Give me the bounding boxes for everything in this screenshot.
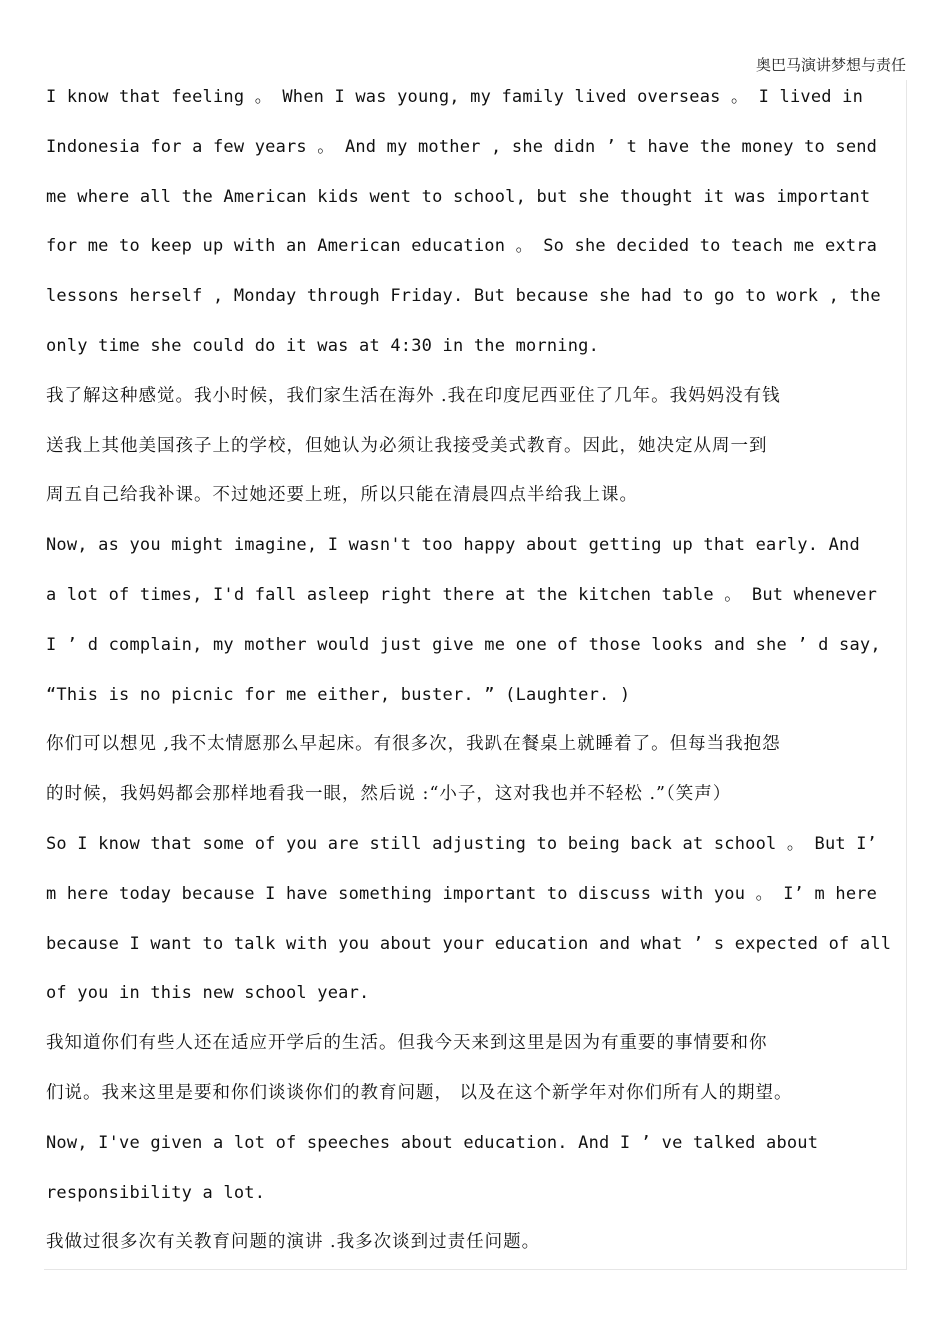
text-line: Now, as you might imagine, I wasn't too happy about getting up that early. And	[46, 535, 860, 556]
text-line-translation: 我知道你们有些人还在适应开学后的生活。但我今天来到这里是因为有重要的事情要和你	[46, 1033, 768, 1054]
text-line: only time she could do it was at 4:30 in the morning.	[46, 335, 600, 356]
text-line: responsibility a lot.	[46, 1182, 266, 1203]
text-line-translation: 你们可以想见 ,我不太情愿那么早起床。有很多次，我趴在餐桌上就睡着了。但每当我抱怨	[46, 734, 781, 755]
text-line: a lot of times, I'd fall asleep right there at the kitchen table 。 But whenever	[46, 584, 878, 605]
text-line-translation: 的时候，我妈妈都会那样地看我一眼，然后说 :“小子，这对我也并不轻松 .”（笑声）	[46, 784, 732, 805]
text-line-translation: 周五自己给我补课。不过她还要上班，所以只能在清晨四点半给我上课。	[46, 485, 638, 506]
text-line: I know that feeling 。 When I was young, my family lived overseas 。 I lived in	[46, 87, 864, 107]
text-line: because I want to talk with you about your education and what ’ s expected of all	[46, 933, 892, 954]
body-text	[46, 73, 906, 1268]
text-line: Now, I've given a lot of speeches about education. And I ’ ve talked about	[46, 1132, 819, 1153]
text-line: I ’ d complain, my mother would just give me one of those looks and she ’ d say,	[46, 634, 881, 655]
text-line-translation: 送我上其他美国孩子上的学校，但她认为必须让我接受美式教育。因此，她决定从周一到	[46, 435, 768, 456]
running-header: 奥巴马演讲梦想与责任	[755, 56, 906, 74]
text-line-translation: 我做过很多次有关教育问题的演讲 .我多次谈到过责任问题。	[46, 1232, 541, 1253]
text-line: Indonesia for a few years 。 And my mother , she didn ’ t have the money to send	[46, 136, 878, 157]
text-line-translation: 我了解这种感觉。我小时候，我们家生活在海外 .我在印度尼西亚住了几年。我妈妈没有钱	[46, 385, 781, 406]
page-frame-edge	[44, 1269, 907, 1270]
text-line: me where all the American kids went to school, but she thought it was important	[46, 186, 871, 207]
text-line: of you in this new school year.	[46, 983, 370, 1004]
text-line: So I know that some of you are still adjusting to being back at school 。 But I’	[46, 833, 878, 854]
page-frame-edge	[906, 80, 907, 1270]
text-line-translation: 们说。我来这里是要和你们谈谈你们的教育问题， 以及在这个新学年对你们所有人的期望。	[46, 1082, 793, 1103]
text-line: for me to keep up with an American education 。 So she decided to teach me extra	[46, 236, 878, 257]
text-line: m here today because I have something important to discuss with you 。 I’ m here	[46, 883, 878, 904]
text-line: lessons herself , Monday through Friday. But because she had to go to work , the	[46, 286, 881, 307]
text-line: “This is no picnic for me either, buster. ” (Laughter. )	[46, 684, 631, 705]
